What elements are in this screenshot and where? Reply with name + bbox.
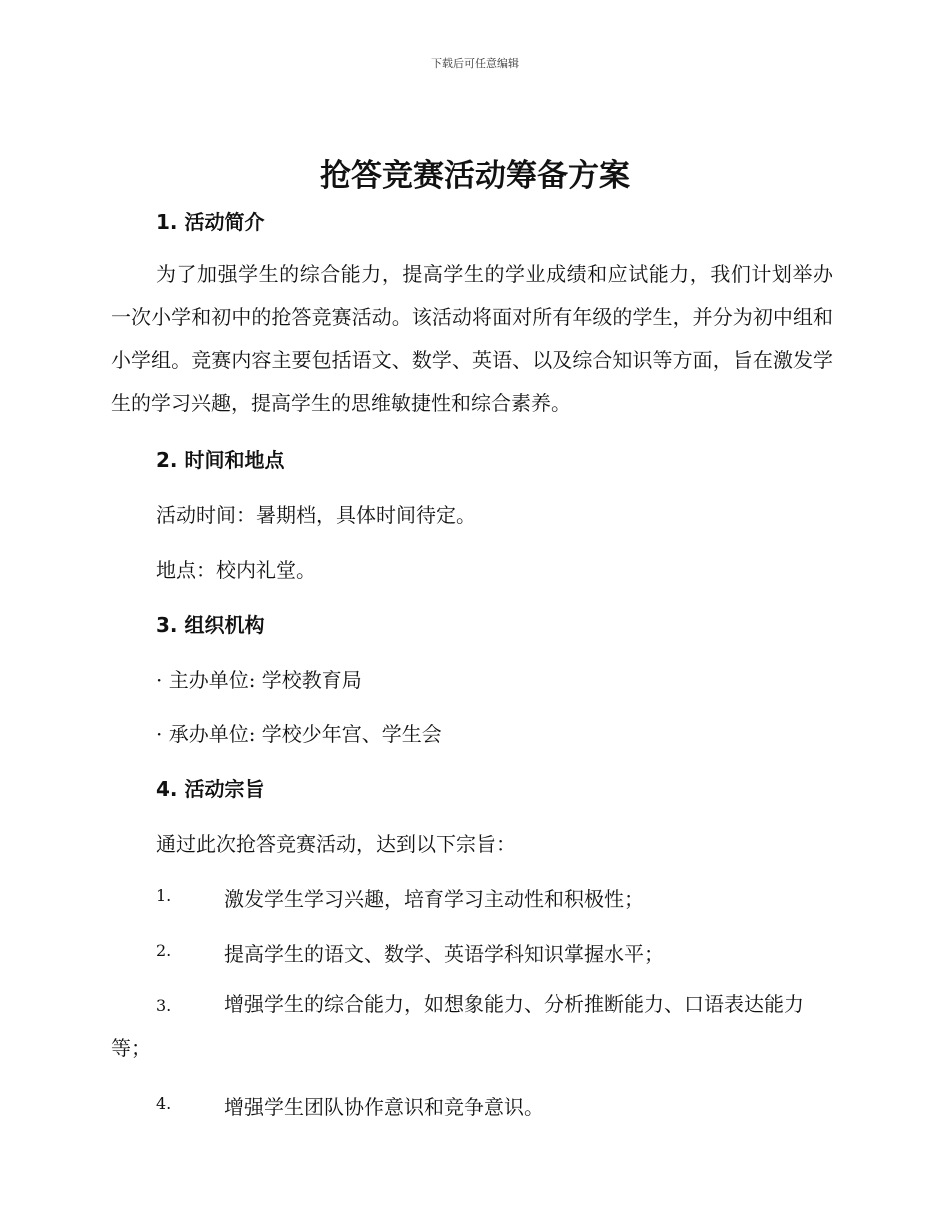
place-line: 地点：校内礼堂。 <box>156 558 316 582</box>
purpose-number-3: 3. <box>156 996 172 1015</box>
time-line: 活动时间：暑期档，具体时间待定。 <box>156 503 476 527</box>
purpose-number-4: 4. <box>156 1094 172 1113</box>
purpose-text-1: 激发学生学习兴趣，培育学习主动性和积极性； <box>224 887 644 911</box>
document-title: 抢答竞赛活动筹备方案 <box>320 158 630 194</box>
org-organizer-item: · 承办单位: 学校少年宫、学生会 <box>156 722 442 746</box>
section-heading-time-place: 2. 时间和地点 <box>156 448 285 472</box>
intro-paragraph: 为了加强学生的综合能力，提高学生的学业成绩和应试能力，我们计划举办一次小学和初中的抢答竞赛活动。该活动将面对所有年级的学生，并分为初中组和小学组。竞赛内容主要包括语文、数学、英语、以及综合知识等方面，旨在激发学生的学习兴趣，提高学生的思维敏捷性和综合素养。 <box>111 262 833 415</box>
purpose-number-1: 1. <box>156 886 172 905</box>
purpose-text-4: 增强学生团队协作意识和竞争意识。 <box>224 1095 544 1119</box>
purpose-lead: 通过此次抢答竞赛活动，达到以下宗旨： <box>156 832 516 856</box>
org-host-item: · 主办单位: 学校教育局 <box>156 668 362 692</box>
section-heading-purpose: 4. 活动宗旨 <box>156 777 265 801</box>
section-heading-intro: 1. 活动简介 <box>156 210 265 234</box>
page-header-note: 下载后可任意编辑 <box>431 57 519 70</box>
purpose-text-3: 增强学生的综合能力，如想象能力、分析推断能力、口语表达能力等； <box>111 992 804 1060</box>
purpose-item-3 <box>111 983 833 1070</box>
section-heading-organization: 3. 组织机构 <box>156 613 265 637</box>
purpose-text-2: 提高学生的语文、数学、英语学科知识掌握水平； <box>224 942 664 966</box>
purpose-number-2: 2. <box>156 941 172 960</box>
